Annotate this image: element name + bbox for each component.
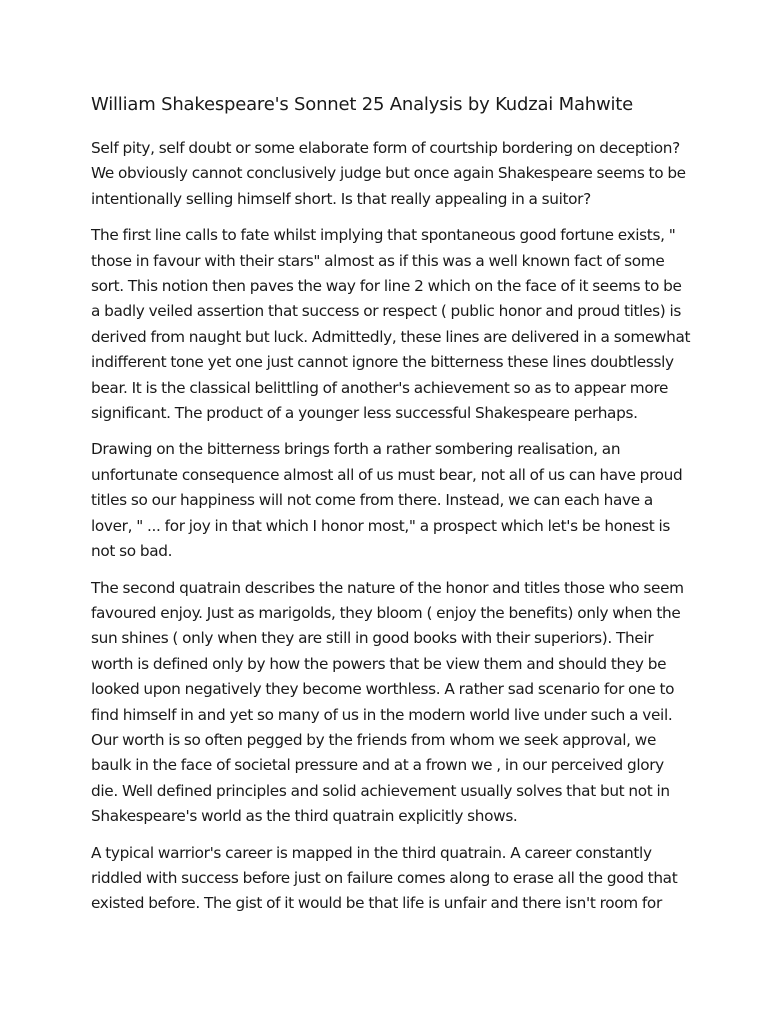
- text-line: A typical warrior's career is mapped in the third quatrain. A career constantly: [91, 843, 652, 862]
- paragraph-2: [91, 223, 691, 426]
- text-line: find himself in and yet so many of us in the modern world live under such a veil.: [91, 705, 673, 724]
- text-line: Our worth is so often pegged by the friends from whom we seek approval, we: [91, 730, 657, 749]
- text-line: unfortunate consequence almost all of us must bear, not all of us can have proud: [91, 465, 683, 484]
- document-page: [91, 92, 691, 928]
- paragraph-5: [91, 841, 681, 917]
- paragraph-4: [91, 576, 684, 830]
- text-line: significant. The product of a younger less successful Shakespeare perhaps.: [91, 404, 638, 423]
- text-line: favoured enjoy. Just as marigolds, they bloom ( enjoy the benefits) only when the: [91, 603, 681, 622]
- text-line: derived from naught but luck. Admittedly, these lines are delivered in a somewhat: [91, 327, 691, 346]
- text-line: bear. It is the classical belittling of another's achievement so as to appear more: [91, 378, 669, 397]
- text-line: Drawing on the bitterness brings forth a rather sombering realisation, an: [91, 440, 621, 459]
- text-line: indifferent tone yet one just cannot ignore the bitterness these lines doubtlessly: [91, 353, 674, 372]
- text-line: die. Well defined principles and solid achievement usually solves that but not in: [91, 781, 670, 800]
- text-line: not so bad.: [91, 542, 173, 561]
- text-line: sort. This notion then paves the way for line 2 which on the face of it seems to be: [91, 277, 682, 296]
- paragraph-3: [91, 437, 681, 564]
- document-title: William Shakespeare's Sonnet 25 Analysis by Kudzai Mahwite: [91, 94, 634, 115]
- text-line: titles so our happiness will not come from there. Instead, we can each have a: [91, 491, 653, 510]
- text-line: lover, " ... for joy in that which I honor most," a prospect which let's be honest is: [91, 516, 671, 535]
- text-line: Self pity, self doubt or some elaborate form of courtship bordering on deception?: [91, 139, 680, 157]
- text-line: intentionally selling himself short. Is that really appealing in a suitor?: [91, 189, 591, 208]
- text-line: existed before. The gist of it would be that life is unfair and there isn't room for: [91, 894, 662, 913]
- text-line: a badly veiled assertion that success or respect ( public honor and proud titles) is: [91, 302, 682, 321]
- text-line: The second quatrain describes the nature of the honor and titles those who seem: [91, 578, 684, 597]
- paragraph-1: [91, 136, 686, 212]
- text-line: The first line calls to fate whilst implying that spontaneous good fortune exists, ": [91, 226, 676, 245]
- text-line: We obviously cannot conclusively judge but once again Shakespeare seems to be: [91, 164, 686, 183]
- text-line: baulk in the face of societal pressure and at a frown we , in our perceived glory: [91, 756, 664, 775]
- text-line: sun shines ( only when they are still in good books with their superiors). Their: [91, 629, 654, 648]
- text-line: looked upon negatively they become worthless. A rather sad scenario for one to: [91, 680, 675, 699]
- text-line: those in favour with their stars" almost as if this was a well known fact of some: [91, 251, 665, 270]
- text-line: Shakespeare's world as the third quatrain explicitly shows.: [91, 807, 518, 826]
- text-line: riddled with success before just on failure comes along to erase all the good that: [91, 868, 678, 887]
- text-line: worth is defined only by how the powers that be view them and should they be: [91, 654, 667, 673]
